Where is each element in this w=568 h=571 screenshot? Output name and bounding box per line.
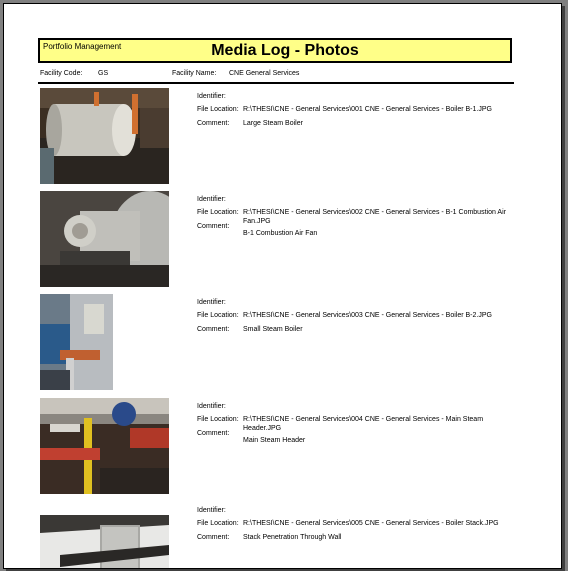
file-location-label: File Location:: [197, 416, 239, 423]
brand-label: Portfolio Management: [43, 42, 122, 51]
identifier-label: Identifier:: [197, 299, 226, 306]
facility-code-value: GS: [98, 70, 109, 77]
file-location-label: File Location:: [197, 209, 239, 216]
photo-entry: [4, 191, 561, 291]
report-page: [3, 3, 562, 569]
steam-header-photo[interactable]: [40, 398, 169, 494]
facility-name-label: Facility Name:: [172, 70, 217, 77]
identifier-label: Identifier:: [197, 507, 226, 514]
comment-value: Small Steam Boiler: [243, 326, 303, 333]
photo-entry: [4, 502, 561, 569]
file-location-label: File Location:: [197, 312, 239, 319]
fan-photo[interactable]: [40, 191, 169, 287]
comment-value: B-1 Combustion Air Fan: [243, 230, 318, 237]
stack-photo[interactable]: [40, 502, 169, 569]
comment-label: Comment:: [197, 223, 230, 230]
report-header: [38, 38, 512, 63]
file-location-value: R:\THESI\CNE - General Services\002 CNE - General Services - B-1 Combustion Air Fan.JPG: [243, 209, 506, 225]
file-location-label: File Location:: [197, 520, 239, 527]
file-location-value: R:\THESI\CNE - General Services\004 CNE - General Services - Main Steam Header.JPG: [243, 416, 484, 432]
comment-value: Main Steam Header: [243, 437, 306, 444]
comment-label: Comment:: [197, 120, 230, 127]
header-divider: [38, 82, 514, 84]
comment-label: Comment:: [197, 534, 230, 541]
comment-label: Comment:: [197, 430, 230, 437]
identifier-label: Identifier:: [197, 403, 226, 410]
facility-code-label: Facility Code:: [40, 70, 83, 77]
boiler-photo[interactable]: [40, 88, 169, 184]
file-location-label: File Location:: [197, 106, 239, 113]
comment-value: Large Steam Boiler: [243, 120, 303, 127]
photo-entry: [4, 88, 561, 188]
comment-value: Stack Penetration Through Wall: [243, 534, 342, 541]
identifier-label: Identifier:: [197, 93, 226, 100]
photo-entry: [4, 398, 561, 498]
identifier-label: Identifier:: [197, 196, 226, 203]
comment-label: Comment:: [197, 326, 230, 333]
facility-name-value: CNE General Services: [229, 70, 300, 77]
page-title: Media Log - Photos: [211, 42, 359, 59]
file-location-value: R:\THESI\CNE - General Services\001 CNE - General Services - Boiler B-1.JPG: [243, 106, 492, 113]
small-boiler-photo[interactable]: [40, 294, 113, 390]
file-location-value: R:\THESI\CNE - General Services\003 CNE - General Services - Boiler B-2.JPG: [243, 312, 492, 319]
file-location-value: R:\THESI\CNE - General Services\005 CNE - General Services - Boiler Stack.JPG: [243, 520, 499, 527]
photo-entry: [4, 294, 561, 394]
